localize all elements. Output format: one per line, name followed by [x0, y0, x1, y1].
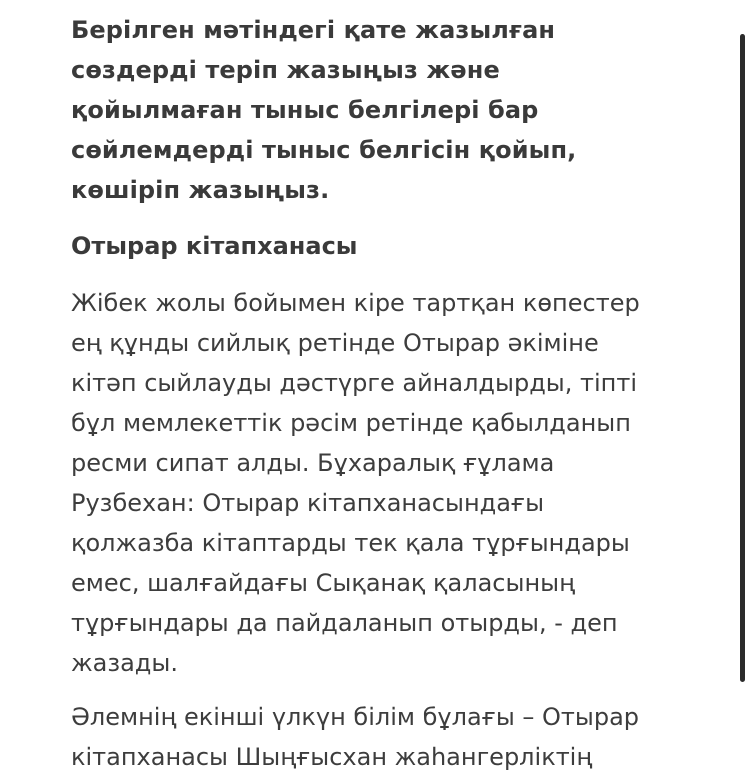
paragraph-line: Жібек жолы бойымен кіре тартқан көпестер	[71, 289, 640, 317]
paragraph-2	[71, 697, 691, 777]
paragraph-line: емес, шалғайдағы Сықанақ қаласының	[71, 569, 575, 597]
task-line: қойылмаған тыныс белгілері бар	[71, 96, 539, 124]
paragraph-line: қолжазба кітаптарды тек қала тұрғындары	[71, 529, 630, 557]
paragraph-line: тұрғындары да пайдаланып отырды, - деп	[71, 609, 618, 637]
paragraph-line: Әлемнің екінші үлкүн білім бұлағы – Отырар	[71, 703, 640, 731]
task-line: сөздерді теріп жазыңыз және	[71, 56, 500, 84]
text-title: Отырар кітапханасы	[71, 232, 358, 260]
task-line: көшіріп жазыңыз.	[71, 176, 330, 204]
document-content	[71, 10, 691, 777]
paragraph-line: кітапханасы Шыңғысхан жаһангерліктің	[71, 743, 593, 771]
task-instruction	[71, 10, 691, 210]
paragraph-line: кітәп сыйлауды дәстүрге айналдырды, тіпті	[71, 369, 637, 397]
vertical-scrollbar[interactable]	[740, 34, 745, 682]
task-line: Берілген мәтіндегі қате жазылған	[71, 16, 556, 44]
paragraph-line: ең құнды сийлық ретінде Отырар әкіміне	[71, 329, 599, 357]
paragraph-line: Рузбехан: Отырар кітапханасындағы	[71, 489, 545, 517]
paragraph-line: бұл мемлекеттік рәсім ретінде қабылданып	[71, 409, 631, 437]
paragraph-line: ресми сипат алды. Бұхаралық ғұлама	[71, 449, 555, 477]
paragraph-line: жазады.	[71, 649, 178, 677]
paragraph-1	[71, 283, 691, 683]
task-line: сөйлемдерді тыныс белгісін қойып,	[71, 136, 577, 164]
